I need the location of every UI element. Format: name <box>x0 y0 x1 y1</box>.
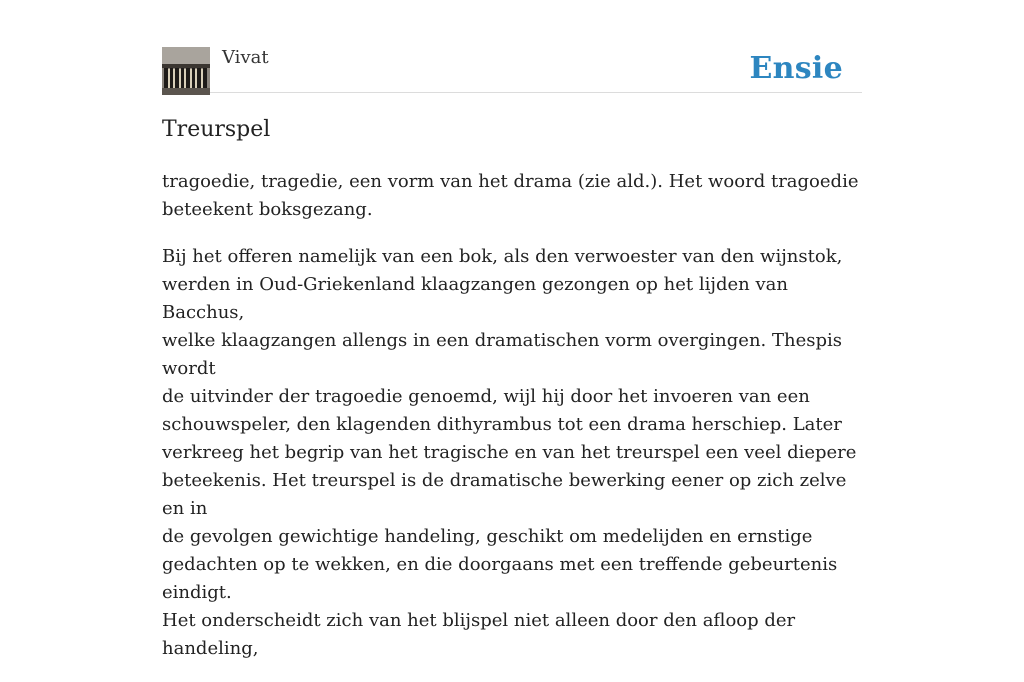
author-name[interactable]: Vivat <box>222 47 269 68</box>
paragraph-line: welke klaagzangen allengs in een dramatischen vorm overgingen. Thespis wordt <box>162 330 842 379</box>
paragraph-line: tragoedie, tragedie, een vorm van het drama (zie ald.). Het woord tragoedie <box>162 171 859 192</box>
paragraph-line: beteekent boksgezang. <box>162 199 373 220</box>
paragraph-line: beteekenis. Het treurspel is de dramatische bewerking eener op zich zelve en in <box>162 470 847 519</box>
article-body <box>162 168 872 682</box>
paragraph-line: de uitvinder der tragoedie genoemd, wijl hij door het invoeren van een <box>162 386 810 407</box>
page-header <box>162 46 862 93</box>
brand-logo[interactable]: Ensie <box>749 51 843 86</box>
paragraph-line: gedachten op te wekken, en die doorgaans met een treffende gebeurtenis eindigt. <box>162 554 838 603</box>
article-paragraph-2 <box>162 243 872 663</box>
paragraph-line: Het onderscheidt zich van het blijspel niet alleen door den afloop der handeling, <box>162 610 796 659</box>
paragraph-line: verkreeg het begrip van het tragische en van het treurspel een veel diepere <box>162 442 857 463</box>
article-paragraph-1 <box>162 168 872 224</box>
paragraph-line: Bij het offeren namelijk van een bok, als den verwoester van den wijnstok, <box>162 246 843 267</box>
paragraph-line: de gevolgen gewichtige handeling, geschikt om medelijden en ernstige <box>162 526 813 547</box>
paragraph-line: schouwspeler, den klagenden dithyrambus tot een drama herschiep. Later <box>162 414 842 435</box>
article-title: Treurspel <box>162 117 271 142</box>
books-photo-icon <box>162 47 210 95</box>
paragraph-line: werden in Oud-Griekenland klaagzangen gezongen op het lijden van Bacchus, <box>162 274 788 323</box>
author-avatar[interactable] <box>162 47 210 95</box>
